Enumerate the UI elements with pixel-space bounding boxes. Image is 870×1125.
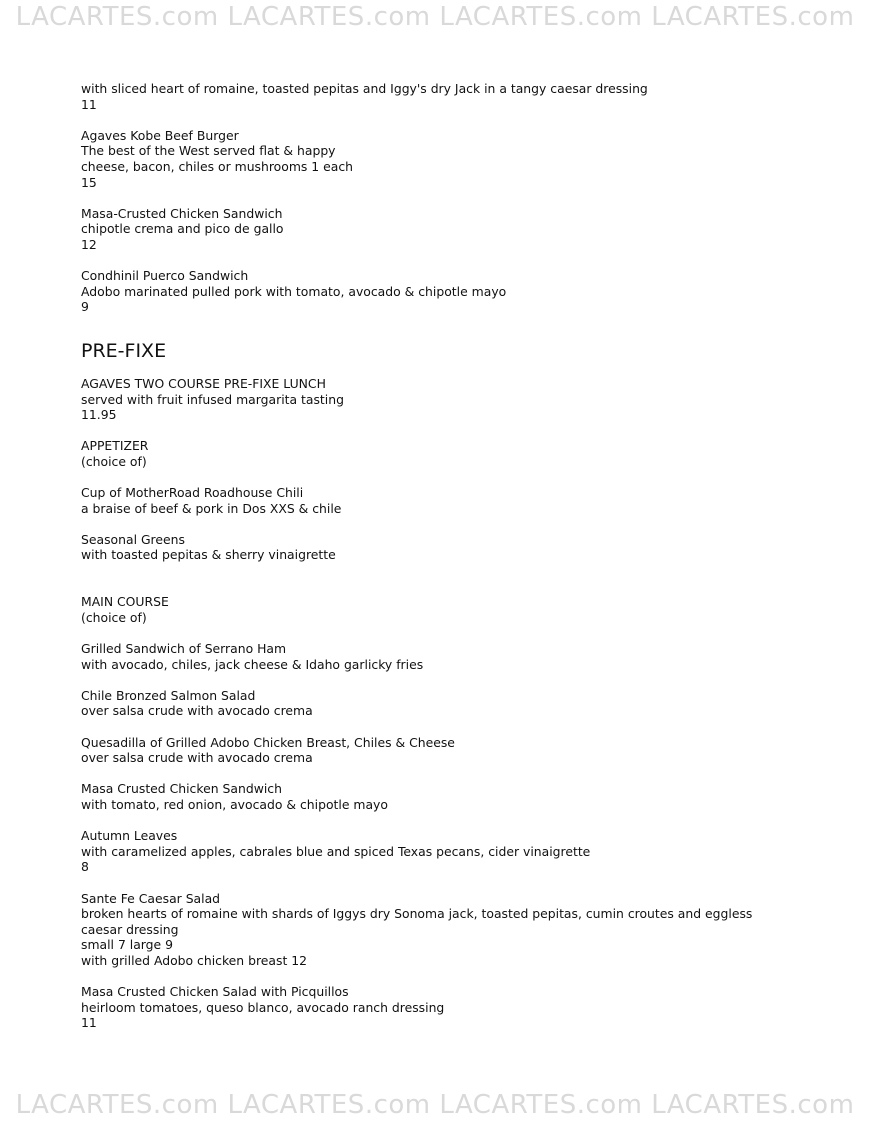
menu-item	[81, 438, 841, 469]
menu-item-title: Cup of MotherRoad Roadhouse Chili	[81, 485, 304, 501]
menu-item-line: cheese, bacon, chiles or mushrooms 1 each	[81, 158, 354, 174]
menu-item-title: Agaves Kobe Beef Burger	[81, 127, 239, 143]
main-course-items	[81, 594, 841, 1031]
menu-item-line: caesar dressing	[81, 921, 179, 937]
menu-item-line: heirloom tomatoes, queso blanco, avocado ranch dressing	[81, 999, 445, 1015]
menu-item-title: AGAVES TWO COURSE PRE-FIXE LUNCH	[81, 375, 326, 391]
menu-item	[81, 81, 841, 112]
menu-item	[81, 128, 841, 190]
menu-items-top	[81, 81, 841, 315]
menu-item-title: Masa-Crusted Chicken Sandwich	[81, 205, 283, 221]
menu-item	[81, 984, 841, 1031]
menu-item-title: Masa Crusted Chicken Salad with Picquillos	[81, 984, 349, 1000]
menu-item-line: over salsa crude with avocado crema	[81, 703, 313, 719]
menu-item-line: 12	[81, 236, 97, 252]
menu-item-line: chipotle crema and pico de gallo	[81, 221, 284, 237]
menu-item-line: over salsa crude with avocado crema	[81, 750, 313, 766]
menu-item-line: 9	[81, 299, 89, 315]
menu-item-line: with caramelized apples, cabrales blue and spiced Texas pecans, cider vinaigrette	[81, 843, 591, 859]
spacer	[81, 579, 841, 595]
watermark-top: LACARTES.com LACARTES.com LACARTES.com LACARTES.com	[15, 2, 855, 32]
menu-item	[81, 735, 841, 766]
menu-page-content	[81, 81, 841, 1046]
menu-item-line: with tomato, red onion, avocado & chipotle mayo	[81, 796, 388, 812]
menu-item-line: with toasted pepitas & sherry vinaigrette	[81, 547, 336, 563]
menu-item-title: Chile Bronzed Salmon Salad	[81, 687, 256, 703]
menu-item-title: MAIN COURSE	[81, 594, 169, 610]
menu-item-line: The best of the West served flat & happy	[81, 143, 336, 159]
menu-item-line: 11	[81, 96, 97, 112]
menu-item-line: small 7 large 9	[81, 937, 173, 953]
section-title-prefixe: PRE-FIXE	[81, 339, 167, 362]
menu-item	[81, 485, 841, 516]
menu-item-title: Seasonal Greens	[81, 531, 185, 547]
menu-item	[81, 594, 841, 625]
menu-item	[81, 268, 841, 315]
menu-item-title: Masa Crusted Chicken Sandwich	[81, 781, 282, 797]
menu-item	[81, 688, 841, 719]
menu-item-line: 8	[81, 859, 89, 875]
menu-item-title: Grilled Sandwich of Serrano Ham	[81, 641, 287, 656]
menu-item-line: with avocado, chiles, jack cheese & Idaho garlicky fries	[81, 656, 424, 672]
menu-item	[81, 206, 841, 253]
menu-item-title: Autumn Leaves	[81, 828, 178, 844]
prefixe-items	[81, 376, 841, 563]
menu-item	[81, 891, 841, 969]
menu-item-line: 11	[81, 1015, 97, 1031]
menu-item-title: APPETIZER	[81, 438, 149, 454]
menu-item-line: broken hearts of romaine with shards of Iggys dry Sonoma jack, toasted pepitas, cumin croutes and eggless	[81, 906, 753, 922]
menu-item-line: (choice of)	[81, 453, 147, 469]
menu-item-title: Sante Fe Caesar Salad	[81, 890, 221, 906]
menu-item	[81, 532, 841, 563]
menu-item-line: 15	[81, 174, 97, 190]
menu-item-title: Condhinil Puerco Sandwich	[81, 268, 249, 284]
menu-item	[81, 641, 841, 672]
menu-item	[81, 376, 841, 423]
menu-item-line: served with fruit infused margarita tasting	[81, 391, 344, 407]
menu-item-line: (choice of)	[81, 609, 147, 625]
menu-item-line: a braise of beef & pork in Dos XXS & chile	[81, 500, 342, 516]
menu-item-line: 11.95	[81, 407, 117, 423]
watermark-bottom: LACARTES.com LACARTES.com LACARTES.com LACARTES.com	[15, 1090, 855, 1120]
menu-item	[81, 781, 841, 812]
menu-item-title: with sliced heart of romaine, toasted pepitas and Iggy's dry Jack in a tangy caesar dressing	[81, 81, 648, 96]
menu-item-line: Adobo marinated pulled pork with tomato, avocado & chipotle mayo	[81, 283, 507, 299]
menu-item-title: Quesadilla of Grilled Adobo Chicken Breast, Chiles & Cheese	[81, 734, 455, 750]
menu-item	[81, 828, 841, 875]
menu-item-line: with grilled Adobo chicken breast 12	[81, 952, 308, 968]
